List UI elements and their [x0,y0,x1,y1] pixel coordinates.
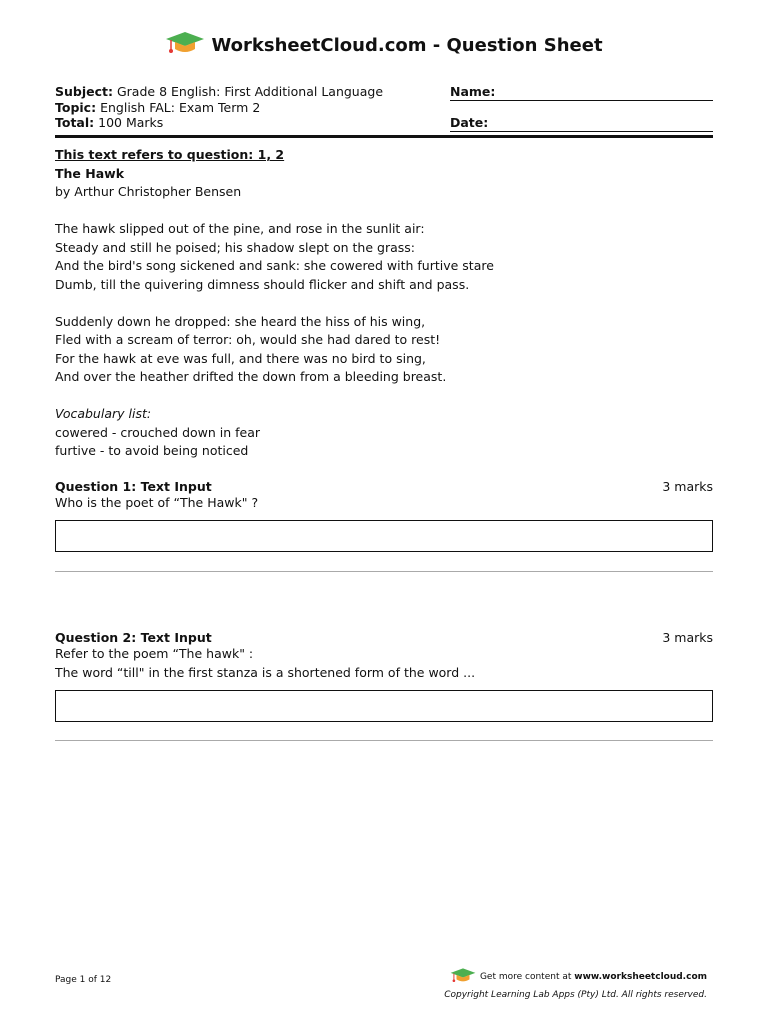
topic-value: English FAL: Exam Term 2 [100,99,261,115]
name-label: Name: [450,84,496,99]
question-line: The word “till" in the first stanza is a shortened form of the word ... [55,664,476,680]
question-2-marks: 3 marks [662,630,713,645]
question-1-text [55,494,715,513]
vocabulary-item: furtive - to avoid being noticed [55,443,249,458]
question-1-marks: 3 marks [662,479,713,494]
poem-line: For the hawk at eve was full, and there was no bird to sing, [55,350,426,366]
question-line: Refer to the poem “The hawk" : [55,646,254,661]
copyright: Copyright Learning Lab Apps (Pty) Ltd. All rights reserved. [444,990,707,1000]
page-header [0,30,768,60]
question-line: Who is the poet of “The Hawk" ? [55,495,259,510]
poem-line: Dumb, till the quivering dimness should flicker and shift and pass. [55,276,470,292]
graduation-cap-icon [165,30,205,60]
footer-credits [444,967,707,1000]
poem-title: The Hawk [55,165,125,181]
poem-line: And over the heather drifted the down from a bleeding breast. [55,369,447,384]
page-number: Page 1 of 12 [55,975,112,985]
question-1-answer-box[interactable] [55,520,713,552]
name-field[interactable] [450,100,713,101]
date-field[interactable] [450,131,713,132]
poem-author: by Arthur Christopher Bensen [55,184,242,199]
poem-line: The hawk slipped out of the pine, and rose in the sunlit air: [55,221,425,236]
date-label: Date: [450,115,489,130]
header-divider [55,135,713,138]
poem-line: Suddenly down he dropped: she heard the hiss of his wing, [55,313,426,329]
page-title: WorksheetCloud.com - Question Sheet [211,34,603,56]
question-1-heading: Question 1: Text Input [55,479,212,494]
question-separator [55,571,713,572]
topic-label: Topic: [55,99,97,115]
vocabulary-heading: Vocabulary list: [55,406,152,421]
footer-more-text: Get more content at [479,972,575,982]
passage-reference: This text refers to question: 1, 2 [55,147,285,162]
question-2-text [55,645,715,682]
footer-site-link[interactable]: www.worksheetcloud.com [574,972,707,982]
total-value: 100 Marks [98,115,164,130]
question-2-answer-box[interactable] [55,690,713,722]
subject-value: Grade 8 English: First Additional Language [116,84,384,99]
question-2-heading: Question 2: Text Input [55,630,212,645]
graduation-cap-icon [450,967,476,987]
worksheet-meta [55,84,445,131]
vocabulary-item: cowered - crouched down in fear [55,424,261,440]
subject-label: Subject: [55,84,113,99]
poem-line: Fled with a scream of terror: oh, would she had dared to rest! [55,332,441,347]
poem-line: Steady and still he poised; his shadow slept on the grass: [55,239,415,255]
total-label: Total: [55,115,95,130]
question-separator [55,740,713,741]
poem-line: And the bird's song sickened and sank: she cowered with furtive stare [55,258,494,273]
passage [55,146,715,461]
